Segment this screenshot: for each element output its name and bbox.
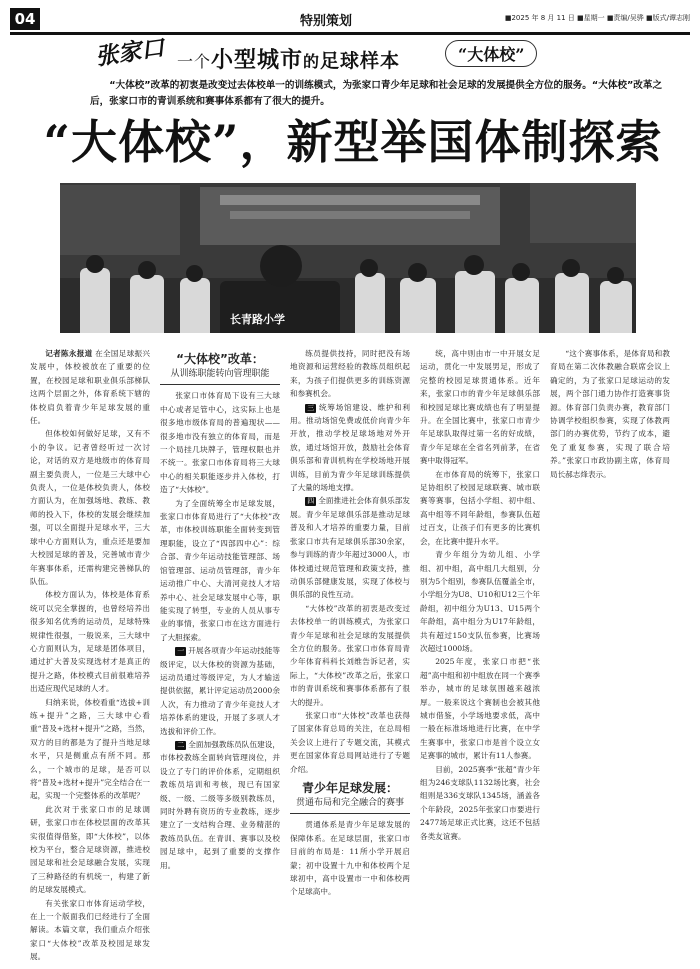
c3-p4: “大体校”改革的初衷是改变过去体校单一的训练模式，为张家口青少年足球和社会足球的发展提供全方位的服务。张家口市体育局青少年体育科科长刘维告诉记者，实际上，“大体校”改革之后，张家口市的青训系统和赛事体系都有了很大的提升。 <box>290 603 410 707</box>
photo-banner-text2 <box>230 211 470 219</box>
c2-p2: 为了全面统筹全市足球发展，张家口市体育局进行了“大体校”改革，市体校训练职能全面转变到管理职能，设立了“四部四中心”：综合部、青少年运动技能管理部、场馆管理部、运动员管理部，青少年运动推广中心、大清河竞技人才培养中心、社会足球发展中心等，职能实现了转型，专业的人员从事专业的事情，张家口市在这方面进行了大胆探索。 <box>160 498 280 642</box>
c2-p1: 张家口市体育局下设有三大球中心或者足管中心，这实际上也是很多地市级体育局的普遍现状——很多地市没有独立的体育局，而是一个局挂几块牌子，管理权限也并不统一。张家口市体育局将三大球中心的相关职能逐步并入体校，打造了“大体校”。 <box>160 391 280 495</box>
lead-paragraph: “大体校”改革的初衷是改变过去体校单一的训练模式，为张家口青少年足球和社会足球的发展提供全方位的服务。“大体校”改革之后，张家口市的青训系统和赛事体系都有了很大的提升。 <box>90 80 663 107</box>
series-title <box>95 34 615 78</box>
photo-shirt-label: 长青路小学 <box>230 313 285 326</box>
series-city: 张家口 <box>93 34 166 71</box>
c3-p3: 全面推进社会体育俱乐部发展。青少年足球俱乐部是推动足球普及和人才培养的重要力量，目前张家口市共有足球俱乐部30余家，参与训练的青少年超过3000人，市体校通过规范管理和政策支持，推动俱乐部健康发展，实现了体校与俱乐部的良性互动。 <box>290 496 410 600</box>
column-3 <box>290 347 410 899</box>
column-4 <box>420 347 540 843</box>
subhead-youth: 青少年足球发展： <box>301 781 398 795</box>
article-body <box>30 347 670 965</box>
byline: 记者陈永报道 <box>45 349 93 358</box>
series-sub-a: 一个 <box>177 52 212 71</box>
c3-p2: 统筹场馆建设、维护和利用。推动场馆免费或低价向青少年开放，推动学校足球场地对外开放，通过场馆开放，鼓励社会体育俱乐部和青训机构在学校场地开展训练，目前为青少年足球训练提供了大量的场地支撑。 <box>290 402 410 493</box>
main-headline: “大体校”，新型举国体制探索 <box>43 115 663 169</box>
c3-p1: 练员提供技持，同时把没有场地资源和运营经验的教练员组织起来，为孩子们提供更多的训练资源和参赛机会。 <box>290 349 410 399</box>
series-sub-b: 小型城市 <box>211 48 304 73</box>
c4-p1: 统，高中则由市一中开展女足运动，贯化一中发展男足，形成了完整的校园足球贯通体系。近年来，张家口市的青少年足球俱乐部和校园足球比赛成绩也有了明显提升。在全国比赛中，张家口市青少年足球队取得过第一名的好成绩，青少年足球在全省名列前茅，在省赛中取得冠军。 <box>420 349 540 466</box>
column-2 <box>160 347 280 872</box>
point-badge-4: 四 <box>307 497 315 506</box>
column-1 <box>30 347 150 964</box>
section-title: 特别策划 <box>300 14 353 29</box>
c3-p5: 张家口市“大体校”改革也获得了国家体育总局的关注，在总局相关会议上进行了专题交流，其模式更在国家体育总局网站进行了专题介绍。 <box>290 710 410 774</box>
subhead-reform-sub: 从训练职能转向管理职能 <box>160 368 280 385</box>
c1-p4: 归纳来说，体校看重“选拔+训练+提升”之路，三大球中心看重“普及+选材+提升”之路，当然，双方的目的都是为了提升当地足球水平，只是侧重点有所不同。那么，一个城市的足球，是否可以将“普及+选材+提升”完全结合在一起，实现一个完整体系的改革呢？ <box>30 697 150 801</box>
page-header <box>10 8 690 35</box>
c1-p1: 在全国足球振兴发展中，体校被放在了重要的位置，在校园足球和职业俱乐部梯队这两个层面之外，体育系统下辖的体校肩负着青少年足球发展的重任。 <box>30 349 151 426</box>
c1-p6: 有关张家口市体育运动学校，在上一个版面我们已经进行了全面解读。本篇文章，我们重点介绍张家口“大体校”改革及校园足球发展。 <box>30 898 150 962</box>
c1-p3: 体校方面认为，体校是体育系统可以完全掌握的，也曾经培养出很多知名优秀的运动员，足球特殊规律性很强，一般说来，三大球中心方面则认为，足球是团体项目，通过扩大普及实现选材才是真正的提升之路，体校模式目前很难培养出适应现代足球的人才。 <box>30 590 150 694</box>
point-badge-1: 一 <box>177 647 185 656</box>
column-5 <box>550 347 670 481</box>
series-tag: “大体校” <box>445 40 537 67</box>
c2-p3: 开展各项青少年运动技能等级评定，以大体校的资源为基础，运动员通过等级评定，为人才输送提供依据，累计评定运动员2000余人次，有力推动了青少年竞技人才培养体系的建设，开展了多项人才选拔和评价工作。 <box>160 646 280 736</box>
photo-banner-text <box>220 195 480 205</box>
page-number: 04 <box>10 8 40 30</box>
series-sub-d: 足球样本 <box>320 50 401 72</box>
c2-p4: 全面加强教练员队伍建设，市体校教练全面转向管理岗位，并设立了专门的评价体系，定期组织教练员培训和考核，现已有国家级、一级、二级等多级别教练员，同时外聘有资历的专业教练，逐步建立了一支结构合理、业务精湛的教练员队伍。在青训、赛事以及校园足球中，起到了重要的支撑作用。 <box>160 739 280 870</box>
series-subtitle <box>177 43 400 74</box>
point-badge-2: 二 <box>177 740 185 749</box>
c4-p5: 目前，2025赛季“张超”青少年组为246支球队1132场比赛，社会组则是336支球队1345场，涵盖各个年龄段，2025年张家口市要进行2477场足球正式比赛，这还不包括各类友谊赛。 <box>420 764 540 841</box>
c1-p2: 但体校如何做好足球，又有不小的争议。记者曾经听过一次讨论，对话的双方是地级市的体育局副主要负责人，一位是三大球中心负责人，一位是体校负责人，体校方面认为，在加强场地、教练、教师的投入下，体校的发展会继续加强，可以全面提升足球水平，三大球中心方面则认为，重点还是要加大校园足球的普及，完善城市青少年赛事体系，还需构建完善梯队的队伍。 <box>30 429 150 586</box>
c1-p5: 此次对于张家口市的足球调研，张家口市在体校层面的改革其实很值得借鉴，即“大体校”，以体校为平台，整合足球资源，推进校园足球和社会足球融合发展，实现了三种路径的有机统一，构建了新的足球发展模式。 <box>30 804 150 895</box>
c4-p2: 在市体育局的统筹下，张家口足协组织了校园足球联赛、城市联赛等赛事，包括小学组、初中组、高中组等不同年龄组，参赛队伍超过百支，让孩子们有更多的比赛机会，在比赛中提升水平。 <box>420 469 540 546</box>
point-badge-3: 三 <box>307 403 315 412</box>
c4-p4: 2025年度，张家口市把“张超”高中组和初中组放在同一个赛季举办，城市的足球氛围越来越浓厚。一般来说这个赛制也会被其他城市借鉴，小学场地要求低，高中一般在标准场地进行比赛，在中学生赛事中，张家口市是首个设立女足赛事的城市，累计有11人参赛。 <box>420 657 540 761</box>
photo-screen-right <box>530 183 636 243</box>
news-photo <box>60 183 636 333</box>
dateline: ■2025 年 8 月 11 日 ■星期一 ■责编/吴骅 ■版式/谭志刚 <box>504 14 690 22</box>
photo-screen-left <box>60 185 180 255</box>
c4-p3: 青少年组分为幼儿组、小学组、初中组，高中组几大组别，分别为5个组别，参赛队伍覆盖全市，小学组分为U8、U10和U12三个年龄组，初中组分为U13、U15两个年龄组，高中组分为U17年龄组，共有超过150支队伍参赛，比赛场次超过1000场。 <box>420 550 540 653</box>
c3-p6: 贯通体系是青少年足球发展的保障体系。在足球层面，张家口市目前的布局是：11所小学开展启蒙；初中设置十九中和体校两个足球初中，高中设置市一中和体校两个足球高中。 <box>290 820 410 897</box>
subhead-reform: “大体校”改革： <box>176 352 264 366</box>
subhead-youth-sub: 贯通布局和完全融合的赛事 <box>290 797 410 814</box>
series-sub-c: 的 <box>303 52 321 71</box>
c5-p1: “这个赛事体系，是体育局和教育局在第二次体教融合联席会议上确定的，为了张家口足球运动的发展，两个部门通力协作打造赛事货源。体育部门负责办赛，教育部门协调学校组织参赛，实现了体教两部门的办赛优势，节约了成本，避免了重复参赛，实现了联合培养。”张家口市政协副主席，体育局局长郝志烽表示。 <box>550 349 670 479</box>
